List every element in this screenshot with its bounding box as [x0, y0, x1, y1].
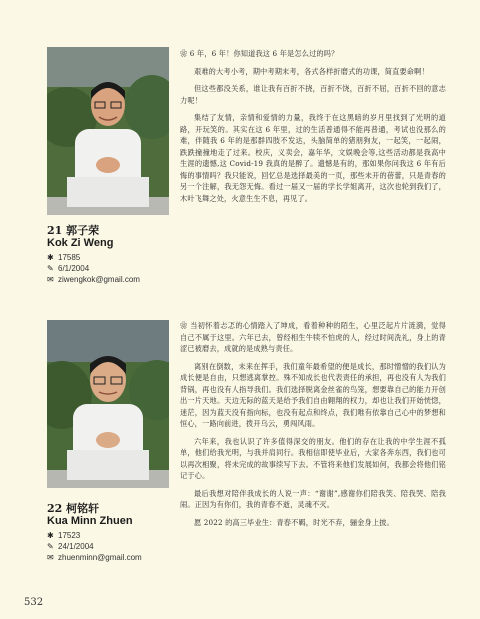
student-name-en: Kok Zi Weng	[47, 237, 114, 249]
student-message	[180, 320, 446, 534]
student-number: 22	[47, 502, 63, 515]
message-paragraph: 但这些都没关系，谁让我有百折不挠，百折不饶，百折不屈，百折不回的意志力呢！	[180, 84, 446, 105]
message-paragraph: 愿 2022 的高三毕业生：青春不羁，时光不弃，骊金身上披。	[194, 517, 394, 527]
student-message	[180, 48, 446, 210]
feather-icon: ✎	[47, 542, 54, 551]
message-paragraph: 艰难的大考小考，期中考期末考，各式各样折磨式的功课，简直要命啊！	[194, 66, 429, 76]
student-name-cn: 柯铭轩	[66, 502, 100, 515]
feather-icon: ✎	[47, 264, 54, 273]
message-paragraph: 六年来，我也认识了许多值得深交的朋友。他们的存在让我的中学生涯不孤单，他们给我光明，与我并肩同行。我相信即使毕业后，大家各奔东西，我们也可以再次相聚，将未完成的故事续写下去。不管将来他们发展如何，我都会将他们铭记于心。	[180, 436, 446, 480]
star-icon: ✱	[47, 253, 54, 262]
message-paragraph: 最后我想对陪伴我成长的人说一声：“谢谢”,感谢你们陪我笑、陪我哭、陪我闹。正因为有你们，我的青春不逝，灵魂不灭。	[180, 488, 446, 509]
student-number-name-cn	[47, 222, 99, 238]
student-meta	[47, 252, 140, 285]
student-photo	[47, 47, 169, 215]
envelope-icon: ✉	[47, 553, 54, 562]
message-paragraph: 集结了友情，亲情和爱情的力量，我终于在这黑暗的岁月里找到了光明的道路，开玩笑的。其实在这 6 年里，过的生活普通得不能再普通，考试也没那么的难，伴随我 6 年的是那群四肢不发达，头脑简单的猪朋狗友，一起笑，一起闹，跌跌撞撞地走了过来。校庆，义卖会，嘉年华，文娱晚会等,这些活动都是我高中生涯的遗憾,这 Covid-19 我真的是醉了。遗憾是有的，那如果你问我这 6 年有后悔的事情吗？我只能说，回忆总是选择最美的一页，那些未开的蓓蕾，只是青春的另一个注解，我无怨无悔。看过一届又一届的学长学姐离开，这次也轮到我们了，木叶飞舞之处，火意生生不息，再见了。	[180, 113, 446, 203]
student-number-name-cn	[47, 500, 99, 516]
student-email-row	[47, 274, 140, 285]
student-photo	[47, 320, 169, 488]
page-number: 532	[24, 597, 44, 608]
student-dob: 6/1/2004	[58, 264, 90, 273]
envelope-icon: ✉	[47, 275, 54, 284]
student-id: 17523	[58, 531, 81, 540]
message-paragraph: ❀ 6 年，6 年！你知道我这 6 年是怎么过的吗？	[180, 49, 339, 58]
student-dob-row	[47, 541, 142, 552]
student-dob: 24/1/2004	[58, 542, 94, 551]
star-icon: ✱	[47, 531, 54, 540]
student-id-row	[47, 252, 140, 263]
student-name-en: Kua Minn Zhuen	[47, 515, 133, 527]
student-name-cn: 郭子荣	[66, 224, 100, 237]
student-email-row	[47, 552, 142, 563]
student-portrait-image	[47, 320, 169, 488]
message-paragraph: ❀ 当初怀着忐忑的心情踏入了坤成，看着种种的陌生，心里泛起片片涟漪，觉得自己不属于这里。六年已去，曾经相生牛犊不怕虎的人，经过时间洗礼，身上的青涩已被磨去，成就的是成熟与责任。	[180, 321, 446, 353]
student-number: 21	[47, 224, 63, 237]
student-meta	[47, 530, 142, 563]
student-id-row	[47, 530, 142, 541]
student-portrait-image	[47, 47, 169, 215]
student-email: ziwengkok@gmail.com	[58, 275, 140, 284]
student-dob-row	[47, 263, 140, 274]
student-id: 17585	[58, 253, 81, 262]
student-email: zhuenminn@gmail.com	[58, 553, 142, 562]
message-paragraph: 离别在倒数，未来在挥手，我们童年最希望的便是成长，那时憎憎的我们认为成长便是自由，只想逃离掌控。殊不知成长也代表责任的承担，再也没有人为我们背锅，再也没有人指导我们。我们选择脱离金丝雀的鸟笼，想要靠自己的能力开创出一片天地。天边无际的蓝天是给予我们自由翱翔的权力，却也让我们开始恍惚，迷茫，因为蓝天没有指向标，也没有起点和终点，我们唯有依靠自己心中的梦想和恒心，一路向前进，拨开乌云，勇闯风雨。	[180, 361, 446, 428]
